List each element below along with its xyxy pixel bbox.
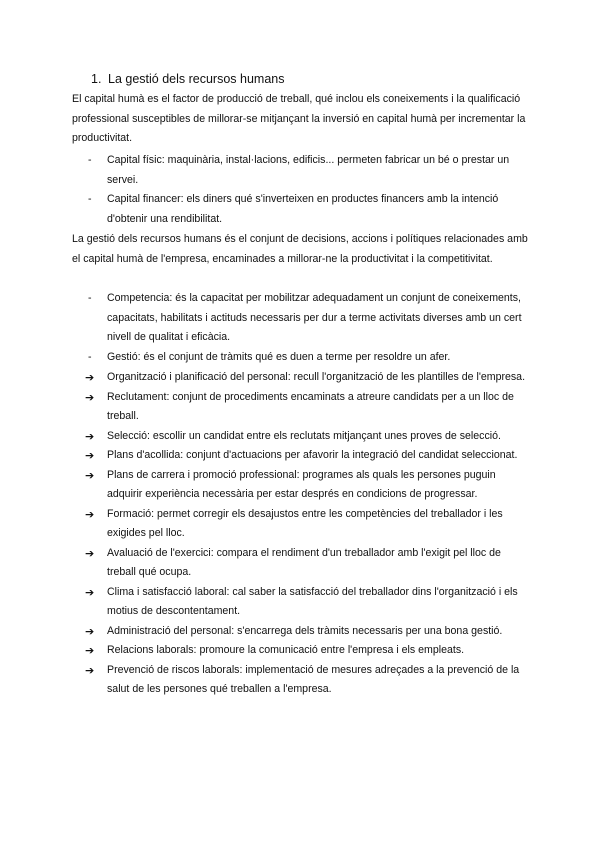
list-item [72,446,528,466]
arrow-bullet-icon: ➔ [85,390,95,404]
gestio-paragraph: La gestió dels recursos humans és el conjunt de decisions, accions i polítiques relacionades amb el capital humà de l'empresa, encaminades a millorar-ne la productivitat i la competitivitat. [72,233,528,265]
arrow-bullet-icon: ➔ [85,371,95,384]
list-item [72,388,528,427]
list-item-text: Prevenció de riscos laborals: implementació de mesures adreçades a la prevenció de la salut de les persones qué treballen a l'empresa. [107,663,520,695]
intro-paragraph: El capital humà es el factor de producció de treball, qué inclou els coneixements i la qualificació professional susceptibles de millorar-se mitjançant la inversió en capital humà per incrementar la productivitat. [72,93,526,144]
list-item [72,289,528,348]
list-item [72,622,528,642]
arrow-bullet-icon: ➔ [85,429,95,443]
arrow-bullet-icon: ➔ [85,468,95,482]
arrow-bullet-icon: ➔ [85,449,95,462]
list-item [72,348,528,368]
arrow-bullet-icon: ➔ [85,585,95,599]
list-item [72,427,528,447]
list-item-text: Relacions laborals: promoure la comunicació entre l'empresa i els empleats. [107,644,465,656]
functions-list [72,368,528,700]
list-item-text: Capital financer: els diners qué s'inverteixen en productes financers amb la intenció d'obtenir una rendibilitat. [107,193,499,225]
list-item [72,661,528,700]
list-item [72,190,528,229]
list-item [72,368,528,388]
list-item [72,583,528,622]
list-item-text: Plans de carrera i promoció professional: programes als quals les persones puguin adquirir experiència necessària per estar després en condicions de progressar. [107,468,496,500]
section-title: La gestió dels recursos humans [108,72,285,86]
arrow-bullet-icon: ➔ [85,644,95,657]
list-item-text: Plans d'acollida: conjunt d'actuacions per afavorir la integració del candidat seleccionat. [107,449,518,461]
list-item [72,641,528,661]
list-item-text: Administració del personal: s'encarrega dels tràmits necessaris per una bona gestió. [107,624,503,637]
arrow-bullet-icon: ➔ [85,507,95,521]
definitions-list [72,289,528,367]
dash-bullet: - [88,154,92,166]
list-item-text: Organització i planificació del personal: recull l'organització de les plantilles de l'empresa. [107,371,526,383]
list-item-text: Formació: permet corregir els desajustos entre les competències del treballador i les exigides pel lloc. [107,507,503,539]
list-item-text: Competencia: és la capacitat per mobilitzar adequadament un conjunt de coneixements, capacitats, habilitats i actituds necessaris per dur a terme activitats diverses amb un cert nivell de qualitat i eficàcia. [107,292,522,343]
list-item [72,466,528,505]
list-item-text: Reclutament: conjunt de procediments encaminats a atreure candidats per a un lloc de treball. [107,390,514,422]
section-number: 1. [91,72,102,86]
dash-bullet: - [88,193,92,205]
arrow-bullet-icon: ➔ [85,546,95,560]
list-item-text: Capital físic: maquinària, instal·lacions, edificis... permeten fabricar un bé o prestar un servei. [107,154,510,186]
dash-bullet: - [88,292,92,304]
list-item-text: Avaluació de l'exercici: compara el rendiment d'un treballador amb l'exigit pel lloc de treball qué ocupa. [107,546,501,578]
dash-bullet: - [88,350,92,363]
list-item [72,505,528,544]
capital-list [72,151,528,229]
list-item [72,544,528,583]
list-item-text: Clima i satisfacció laboral: cal saber la satisfacció del treballador dins l'organització i els motius de descontentament. [107,585,518,617]
list-item-text: Selecció: escollir un candidat entre els reclutats mitjançant unes proves de selecció. [107,429,501,442]
list-item [72,151,528,190]
arrow-bullet-icon: ➔ [85,663,95,677]
arrow-bullet-icon: ➔ [85,624,95,638]
list-item-text: Gestió: és el conjunt de tràmits qué es duen a terme per resoldre un afer. [107,350,451,363]
section-heading [91,71,284,87]
